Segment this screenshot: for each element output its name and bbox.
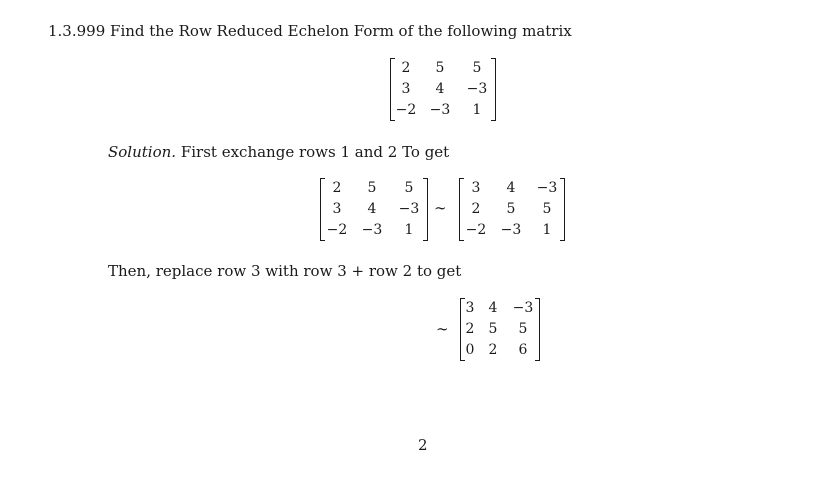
left-bracket	[460, 298, 465, 361]
matrix-entry: 6	[518, 342, 528, 358]
page-number: 2	[418, 436, 428, 454]
matrix-entry: 2	[465, 321, 475, 337]
matrix-entry: −3	[429, 102, 451, 118]
original-matrix	[390, 58, 496, 121]
matrix-entry: 2	[488, 342, 498, 358]
right-bracket	[535, 298, 540, 361]
solution-line	[108, 143, 449, 161]
problem-heading	[48, 22, 572, 40]
matrix-entry: −3	[398, 201, 420, 217]
matrix-entry: −2	[395, 102, 417, 118]
step2-result-matrix	[460, 298, 540, 361]
matrix-entry: 5	[542, 201, 552, 217]
previous-content-fragment	[420, 0, 500, 2]
matrix-entry: 5	[435, 60, 445, 76]
problem-number: 1.3.999	[48, 22, 106, 40]
matrix-entry: 3	[332, 201, 342, 217]
matrix-entry: 1	[472, 102, 482, 118]
matrix-entry: 5	[488, 321, 498, 337]
matrix-entry: −2	[326, 222, 348, 238]
matrix-entry: −2	[465, 222, 487, 238]
matrix-entry: 5	[506, 201, 516, 217]
problem-text: Find the Row Reduced Echelon Form of the following matrix	[110, 22, 572, 40]
right-bracket	[560, 178, 565, 241]
matrix-entry: −3	[512, 300, 534, 316]
step1-right-matrix	[459, 178, 565, 241]
matrix-entry: 4	[506, 180, 516, 196]
matrix-entry: 5	[518, 321, 528, 337]
solution-text: First exchange rows 1 and 2 To get	[180, 143, 450, 161]
matrix-entry: 3	[401, 81, 411, 97]
matrix-entry: −3	[361, 222, 383, 238]
matrix-entry: 5	[472, 60, 482, 76]
right-bracket	[491, 58, 496, 121]
matrix-entry: 4	[435, 81, 445, 97]
matrix-entry: −3	[466, 81, 488, 97]
matrix-entry: 1	[542, 222, 552, 238]
matrix-entry: −3	[536, 180, 558, 196]
solution-label: Solution.	[108, 143, 177, 161]
matrix-entry: 4	[367, 201, 377, 217]
matrix-entry: 4	[488, 300, 498, 316]
matrix-entry: 3	[465, 300, 475, 316]
left-bracket	[320, 178, 325, 241]
matrix-entry: 3	[471, 180, 481, 196]
matrix-entry: −3	[500, 222, 522, 238]
matrix-entry: 2	[401, 60, 411, 76]
matrix-entry: 5	[404, 180, 414, 196]
right-bracket	[423, 178, 428, 241]
left-bracket	[459, 178, 464, 241]
equivalence-symbol: ∼	[436, 320, 449, 338]
matrix-entry: 5	[367, 180, 377, 196]
step1-left-matrix	[320, 178, 428, 241]
matrix-entry: 0	[465, 342, 475, 358]
left-bracket	[390, 58, 395, 121]
equivalence-symbol: ∼	[434, 199, 447, 217]
matrix-entry: 1	[404, 222, 414, 238]
matrix-entry: 2	[332, 180, 342, 196]
step2-text: Then, replace row 3 with row 3 + row 2 to get	[108, 262, 462, 280]
matrix-entry: 2	[471, 201, 481, 217]
